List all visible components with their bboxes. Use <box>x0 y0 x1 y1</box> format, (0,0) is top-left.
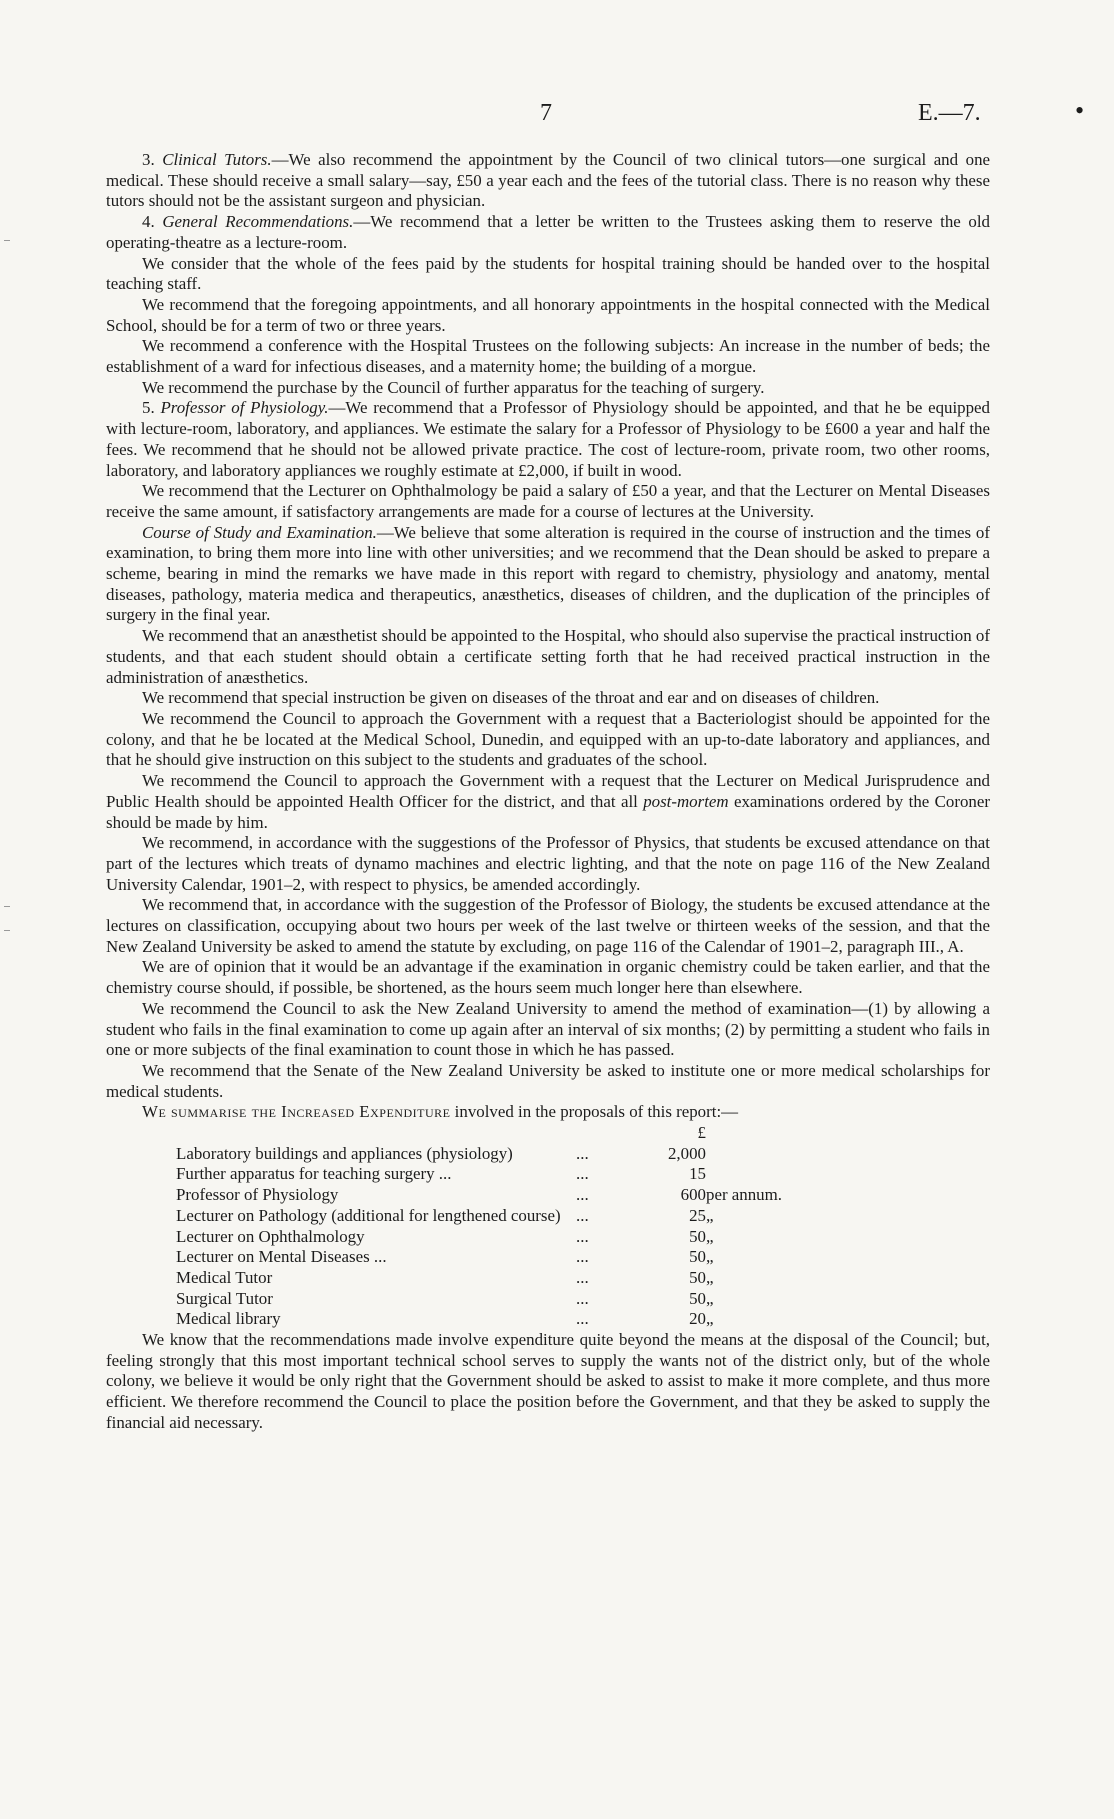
expenditure-row <box>176 1144 782 1165</box>
margin-mark <box>4 906 10 907</box>
page-header <box>0 96 1114 136</box>
expenditure-header-row <box>176 1123 782 1144</box>
expenditure-item: Medical Tutor <box>176 1267 273 1287</box>
body-paragraph <box>106 709 990 771</box>
leader-dots: ... <box>576 1164 589 1184</box>
body-paragraph <box>106 1061 990 1102</box>
expenditure-amount: 50 <box>689 1288 706 1308</box>
closing-paragraph: We know that the recommendations made involve expenditure quite beyond the means at the disposal of the Council; but, feeling strongly that this most important technical school serves to supply the wants not of the district only, but of the whole colony, we believe it would be only right that the Government should be asked to assist to make it more complete, and thus more efficient. We therefore recommend the Council to place the position before the Government, and that they be asked to supply the financial aid necessary. <box>106 1330 990 1432</box>
body-paragraph <box>106 833 990 895</box>
expenditure-note: „ <box>706 1247 714 1267</box>
body-paragraph <box>106 150 990 212</box>
expenditure-item: Medical library <box>176 1309 281 1329</box>
expenditure-row <box>176 1309 782 1330</box>
paragraph-text: We recommend the Council to ask the New Zealand University to amend the method of examination—(1) by allowing a student who fails in the final examination to come up again after an interval of six months; (2) by permitting a student who fails in one or more subjects of the final examination to count those in which he has passed. <box>106 998 990 1060</box>
expenditure-row <box>176 1227 782 1248</box>
paragraph-text: We recommend a conference with the Hospital Trustees on the following subjects: An increase in the number of beds; the establishment of a ward for infectious diseases, and a maternity home; the building of a morgue. <box>106 336 990 377</box>
expenditure-amount: 600 <box>680 1185 706 1205</box>
expenditure-amount: 50 <box>689 1226 706 1246</box>
expenditure-note: per annum. <box>706 1185 782 1205</box>
paragraph-text: —We recommend that a letter be written to the Trustees asking them to reserve the old operating-theatre as a lecture-room. <box>106 212 990 252</box>
expenditure-row <box>176 1206 782 1227</box>
expenditure-item: Lecturer on Ophthalmology <box>176 1226 365 1246</box>
section-number: 4. <box>142 212 163 232</box>
margin-dot: • <box>1075 96 1085 125</box>
expenditure-note <box>706 1144 782 1165</box>
body-paragraph <box>106 688 990 709</box>
section-number: 3. <box>142 150 163 169</box>
body-paragraph <box>106 212 990 253</box>
body-paragraph <box>106 254 990 295</box>
body-paragraph <box>106 378 990 399</box>
expenditure-amount: 20 <box>689 1309 706 1329</box>
body-paragraph <box>106 771 990 833</box>
section-heading: Clinical Tutors. <box>162 150 272 169</box>
leader-dots: ... <box>576 1267 589 1287</box>
body-paragraph <box>106 523 990 627</box>
report-body <box>106 150 990 1434</box>
section-number: 5. <box>142 398 161 418</box>
leader-dots: ... <box>576 1226 589 1246</box>
paragraph-text: We recommend that the Lecturer on Ophthalmology be paid a salary of £50 a year, and that the Lecturer on Mental Diseases receive the same amount, if satisfactory arrangements are made for a course of lectures at the University. <box>106 481 990 521</box>
expenditure-note: „ <box>706 1267 714 1287</box>
expenditure-note: „ <box>706 1288 714 1308</box>
paragraph-text: We recommend, in accordance with the suggestions of the Professor of Physics, that students be excused attendance on that part of the lectures which treats of dynamo machines and electric lighting, and that the note on page 116 of the New Zealand University Calendar, 1901–2, with respect to physics, be amended accordingly. <box>106 833 990 894</box>
expenditure-amount: 15 <box>689 1164 706 1184</box>
expenditure-amount: 25 <box>689 1205 706 1225</box>
expenditure-row <box>176 1185 782 1206</box>
expenditure-item: Lecturer on Pathology (additional for lengthened course) <box>176 1205 561 1225</box>
paragraph-text: We recommend that an anæsthetist should be appointed to the Hospital, who should also supervise the practical instruction of students, and that each student should obtain a certificate setting forth that he had received practical instruction in the administration of anæsthetics. <box>106 626 990 687</box>
expenditure-item: Lecturer on Mental Diseases ... <box>176 1247 387 1267</box>
paragraph-text: —We recommend that a Professor of Physiology should be appointed, and that he be equipped with lecture-room, laboratory, and appliances. We estimate the salary for a Professor of Physiology to be £600 a year and half the fees. We recommend that he should not be allowed private practice. The cost of lecture-room, private room, two other rooms, laboratory, and laboratory appliances we roughly estimate at £2,000, if built in wood. <box>106 398 990 480</box>
section-heading: Professor of Physiology. <box>160 398 329 418</box>
leader-dots: ... <box>576 1247 589 1267</box>
body-paragraph <box>106 999 990 1061</box>
expenditure-amount: 2,000 <box>667 1143 706 1163</box>
paragraph-text: We recommend the Council to approach the Government with a request that a Bacteriologist should be appointed for the colony, and that he be located at the Medical School, Dunedin, and equipped with an up-to-date laboratory and appliances, and that he should give instruction on this subject to the students and graduates of the school. <box>106 708 990 770</box>
section-heading: Course of Study and Examination. <box>142 522 377 542</box>
margin-mark <box>4 930 10 931</box>
leader-dots: ... <box>576 1143 589 1163</box>
expenditure-note <box>706 1164 782 1185</box>
leader-dots: ... <box>576 1309 589 1329</box>
paragraph-text: We recommend that special instruction be given on diseases of the throat and ear and on diseases of children. <box>142 688 880 708</box>
paragraph-text: We consider that the whole of the fees paid by the students for hospital training should be handed over to the hospital teaching staff. <box>106 253 990 294</box>
currency-header: £ <box>697 1123 706 1143</box>
expenditure-item: Professor of Physiology <box>176 1185 339 1205</box>
paragraph-text: —We believe that some alteration is required in the course of instruction and the times of examination, to bring them more into line with other universities; and we recommend that the Dean should be asked to prepare a scheme, bearing in mind the remarks we have made in this report with regard to chemistry, physiology and anatomy, mental diseases, pathology, materia medica and therapeutics, anæsthetics, diseases of children, and the duplication of the principles of surgery in the final year. <box>106 522 990 625</box>
paragraph-text: We recommend the Council to approach the Government with a request that the Lecturer on Medical Jurisprudence and Public Health should be appointed Health Officer for the district, and that all post-mortem examinations ordered by the Coroner should be made by him. <box>106 771 990 832</box>
paragraph-text: We recommend that the foregoing appointments, and all honorary appointments in the hospital connected with the Medical School, should be for a term of two or three years. <box>106 294 990 335</box>
expenditure-row <box>176 1164 782 1185</box>
paragraph-text: We are of opinion that it would be an advantage if the examination in organic chemistry could be taken earlier, and that the chemistry course should, if possible, be shortened, as the hours seem much longer here than elsewhere. <box>106 957 990 998</box>
body-paragraph <box>106 336 990 377</box>
expenditure-note: „ <box>706 1309 714 1329</box>
expenditure-row <box>176 1268 782 1289</box>
expenditure-amount: 50 <box>689 1247 706 1267</box>
leader-dots: ... <box>576 1185 589 1205</box>
expenditure-note: „ <box>706 1226 714 1246</box>
expenditure-row <box>176 1247 782 1268</box>
body-paragraph <box>106 295 990 336</box>
margin-mark <box>4 240 10 241</box>
expenditure-note: „ <box>706 1205 714 1225</box>
body-paragraph <box>106 398 990 481</box>
body-paragraph <box>106 481 990 522</box>
paragraph-text: —We also recommend the appointment by the Council of two clinical tutors—one surgical and one medical. These should receive a small salary—say, £50 a year each and the fees of the tutorial class. There is no reason why these tutors should not be the assistant surgeon and physician. <box>106 150 991 211</box>
document-reference: E.—7. <box>918 100 981 126</box>
body-paragraph <box>106 626 990 688</box>
paragraph-text: We recommend that, in accordance with the suggestion of the Professor of Biology, the students be excused attendance at the lectures on classification, occupying about two hours per week of the last twelve or thirteen weeks of the session, and that the New Zealand University be asked to amend the statute by excluding, on page 116 of the Calendar of 1901–2, paragraph III., A. <box>106 895 990 956</box>
paragraph-list <box>106 150 990 1102</box>
leader-dots: ... <box>576 1205 589 1225</box>
body-paragraph <box>106 895 990 957</box>
leader-dots: ... <box>576 1288 589 1308</box>
expenditure-table <box>176 1123 782 1330</box>
expenditure-item: Surgical Tutor <box>176 1288 273 1308</box>
page-number: 7 <box>540 100 552 126</box>
paragraph-text: We recommend the purchase by the Council of further apparatus for the teaching of surgery. <box>142 377 765 397</box>
expenditure-amount: 50 <box>689 1267 706 1287</box>
expenditure-row <box>176 1289 782 1310</box>
expenditure-item: Laboratory buildings and appliances (physiology) <box>176 1143 513 1163</box>
section-heading: General Recommendations. <box>162 212 354 232</box>
paragraph-text: We recommend that the Senate of the New Zealand University be asked to institute one or more medical scholarships for medical students. <box>106 1060 990 1101</box>
body-paragraph <box>106 957 990 998</box>
expenditure-intro: We summarise the Increased Expenditure involved in the proposals of this report:— <box>142 1102 739 1122</box>
expenditure-item: Further apparatus for teaching surgery ... <box>176 1164 452 1184</box>
